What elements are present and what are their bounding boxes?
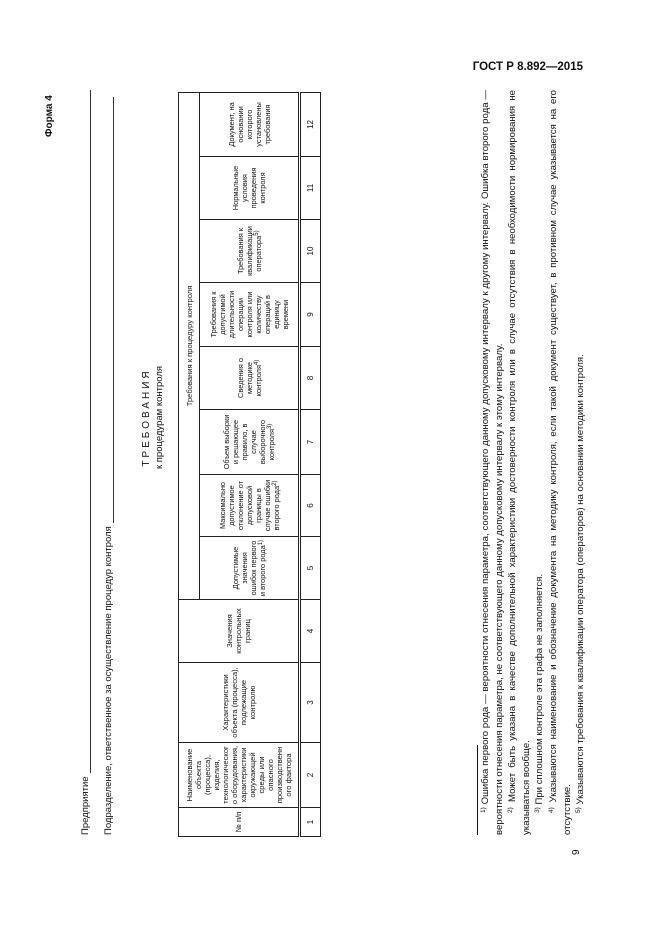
footnote: $^{2)}$ Может быть указана в качестве дополнительной характеристики достоверности контроля или в случае отсутствия в необходимости нормирования не указываться вообще. bbox=[507, 90, 532, 835]
column-number: 6 bbox=[300, 475, 321, 537]
enterprise-label: Предприятие bbox=[80, 776, 91, 835]
group-header: Требования к процедуру контроля bbox=[179, 92, 200, 599]
footnote: $^{5)}$ Указываются требования к квалификации оператора (операторов) на основании методики контроля. bbox=[575, 354, 587, 813]
page-number: 9 bbox=[571, 849, 582, 855]
column-header: Требования к допустимой длительности операции контроля или количеству операций в единицу времени bbox=[200, 283, 300, 347]
column-number: 4 bbox=[300, 600, 321, 663]
enterprise-field bbox=[80, 90, 91, 835]
column-number: 1 bbox=[300, 808, 321, 837]
column-number: 11 bbox=[300, 157, 321, 220]
column-header: Документ, на основании которого установлены требования bbox=[200, 92, 300, 156]
requirements-table bbox=[178, 92, 321, 837]
column-number-row bbox=[300, 92, 321, 836]
column-header: Характеристики объекта (процесса), подлежащие контролю bbox=[179, 663, 300, 743]
document-subtitle: к процедурам контроля bbox=[154, 365, 165, 470]
column-header: Требования к квалификации оператора$^{5)}$ bbox=[200, 220, 300, 283]
form-label: Форма 4 bbox=[44, 95, 55, 137]
column-number: 7 bbox=[300, 410, 321, 475]
footnote: $^{3)}$ При сплошном контроле эта графа не заполняется. bbox=[534, 573, 546, 813]
department-label: Подразделение, ответственное за осуществление процедур контроля bbox=[103, 526, 114, 835]
footnote-separator bbox=[477, 745, 478, 835]
column-header: Максимально допустимое отклонение от допусковой границы в случае ошибки второго рода$^{2)}$ bbox=[200, 475, 300, 537]
footnotes bbox=[479, 90, 588, 835]
enterprise-blank-line bbox=[80, 90, 91, 773]
department-field bbox=[103, 97, 114, 835]
column-header: Допустимые значения ошибок первого и второго рода$^{1)}$ bbox=[200, 537, 300, 600]
column-number: 5 bbox=[300, 537, 321, 600]
column-header: Нормальные условия проведения контроля bbox=[200, 157, 300, 220]
column-number: 3 bbox=[300, 663, 321, 743]
document-title: ТРЕБОВАНИЯ bbox=[141, 368, 152, 467]
column-number: 2 bbox=[300, 743, 321, 808]
column-header: Объем выборки и решающее правило, в случае выборочного контроля$^{3)}$ bbox=[200, 410, 300, 475]
column-number: 8 bbox=[300, 347, 321, 410]
column-header: Значения контрольных границ bbox=[179, 600, 300, 663]
column-number: 9 bbox=[300, 283, 321, 347]
standard-header: ГОСТ Р 8.892—2015 bbox=[472, 61, 583, 73]
column-header: № п/п bbox=[179, 808, 300, 837]
column-header: Сведения о методике контроля$^{4)}$ bbox=[200, 347, 300, 410]
column-number: 12 bbox=[300, 92, 321, 156]
footnote: $^{4)}$ Указываются наименование и обозначение документа на методику контроля, если такой документ существует, в противном случае указывается на его отсутствие. bbox=[547, 90, 573, 835]
column-number: 10 bbox=[300, 220, 321, 283]
column-header: Наименование объекта (процесса), изделия, технологического оборудования, характеристики окружающей среды или опасного производственного фактора bbox=[179, 743, 300, 808]
department-blank-line bbox=[103, 97, 114, 523]
footnote: $^{1)}$ Ошибка первого рода — вероятности отнесения параметра, соответствующего данному допусковому интервалу к другому интервалу. Ошибка второго рода — вероятности отнесения параметра, не соответствующего данному допусковому интервалу к этому интервалу. bbox=[480, 90, 505, 835]
